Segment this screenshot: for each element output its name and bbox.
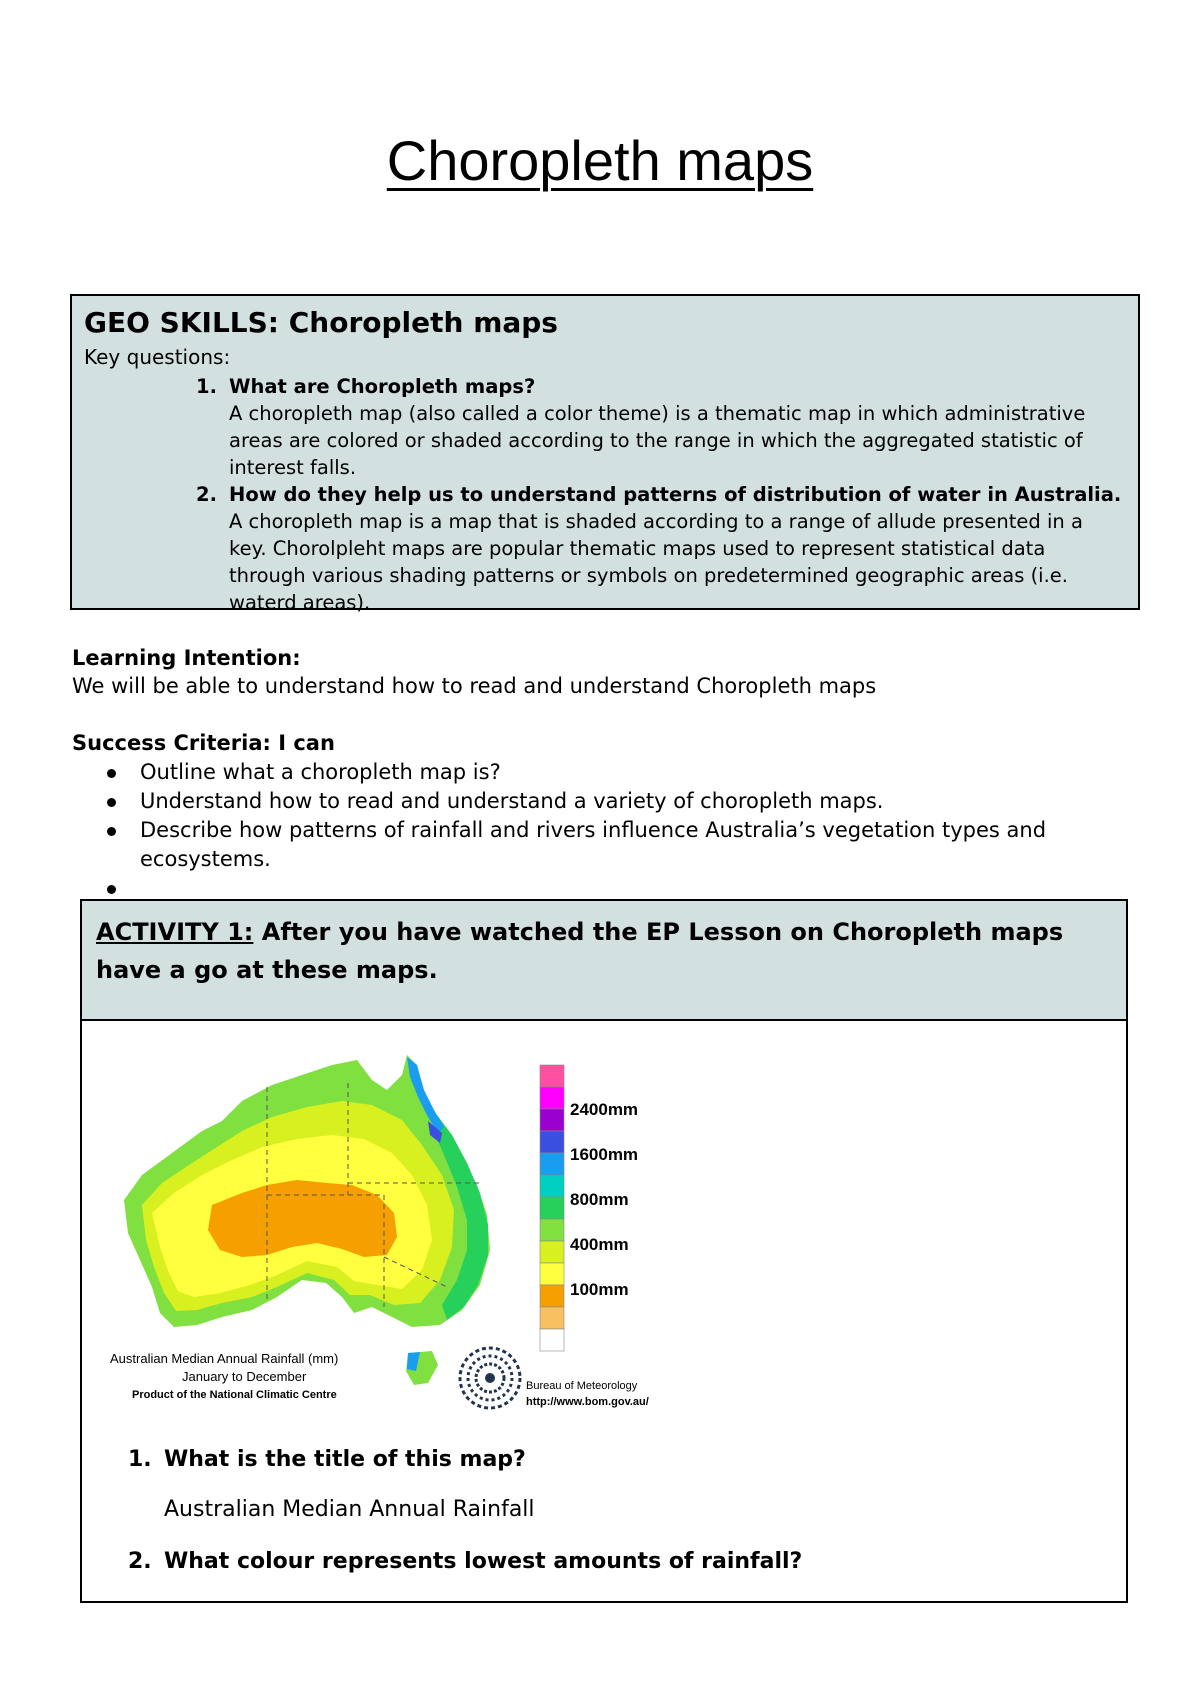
rainfall-legend [540, 1065, 564, 1351]
legend-swatch [540, 1109, 564, 1131]
key-question-item [84, 373, 1126, 481]
question-number: 1. [128, 1447, 152, 1472]
bullet-icon [107, 827, 116, 836]
item-number: 1. [196, 375, 217, 398]
criteria-text: Outline what a choropleth map is? [140, 760, 501, 784]
legend-swatch [540, 1065, 564, 1087]
question-1 [128, 1447, 526, 1472]
legend-swatch [540, 1197, 564, 1219]
geo-skills-box [70, 294, 1140, 614]
success-criteria-label: Success Criteria: I can [72, 731, 335, 755]
legend-swatch [540, 1087, 564, 1109]
list-item [72, 816, 1132, 874]
bom-url: http://www.bom.gov.au/ [526, 1396, 649, 1408]
australia-map [124, 1055, 490, 1385]
legend-label: 2400mm [570, 1100, 639, 1119]
learning-intention-label: Learning Intention: [72, 646, 301, 670]
activity-box [80, 899, 1128, 1603]
legend-swatch [540, 1241, 564, 1263]
answer-1: Australian Median Annual Rainfall [164, 1497, 535, 1522]
criteria-text [140, 876, 147, 900]
bom-name: Bureau of Meteorology [526, 1380, 638, 1392]
activity-label: ACTIVITY 1: [96, 918, 254, 946]
key-questions-label: Key questions: [84, 345, 231, 369]
map-caption-period: January to December [182, 1369, 307, 1384]
key-questions-list [84, 373, 1126, 616]
learning-intention [72, 644, 876, 700]
success-criteria-list [72, 758, 1132, 903]
legend-swatch [540, 1131, 564, 1153]
criteria-text: Describe how patterns of rainfall and rivers influence Australia’s vegetation types and ecosystems. [140, 818, 1047, 871]
legend-label: 1600mm [570, 1145, 639, 1164]
key-answer: A choropleth map (also called a color theme) is a thematic map in which administrative areas are colored or shaded according to the range in which the aggregated statistic of interest falls. [229, 402, 1086, 479]
map-caption-source: Product of the National Climatic Centre [132, 1389, 337, 1401]
legend-swatch [540, 1329, 564, 1351]
legend-swatch [540, 1219, 564, 1241]
item-number: 2. [196, 483, 217, 506]
legend-swatch [540, 1153, 564, 1175]
map-caption-title: Australian Median Annual Rainfall (mm) [110, 1351, 339, 1366]
list-item [72, 787, 1132, 816]
bullet-icon [107, 769, 116, 778]
learning-intention-text: We will be able to understand how to read and understand Choropleth maps [72, 674, 877, 698]
bullet-icon [107, 885, 116, 894]
bullet-icon [107, 798, 116, 807]
bom-logo-icon [460, 1348, 520, 1408]
activity-header [82, 901, 1126, 1021]
question-text: What colour represents lowest amounts of rainfall? [164, 1549, 803, 1574]
legend-label: 400mm [570, 1235, 629, 1254]
geo-skills-heading: GEO SKILLS: Choropleth maps [84, 306, 558, 339]
legend-label: 800mm [570, 1190, 629, 1209]
question-number: 2. [128, 1549, 152, 1574]
page-title: Choropleth maps [386, 129, 814, 192]
rainfall-map-figure [102, 1035, 722, 1415]
list-item [72, 758, 1132, 787]
activity-instructions: After you have watched the EP Lesson on Choropleth maps have a go at these maps. [96, 918, 1064, 984]
criteria-text: Understand how to read and understand a variety of choropleth maps. [140, 789, 884, 813]
legend-swatch [540, 1263, 564, 1285]
legend-swatch [540, 1307, 564, 1329]
key-question-item [84, 481, 1126, 616]
legend-labels [570, 1100, 638, 1299]
key-answer: A choropleth map is a map that is shaded according to a range of allude presented in a key. Chorolpleht maps are popular thematic maps used to represent statistical data through various shading patterns or symbols on predetermined geographic areas (i.e. waterd areas). [229, 510, 1083, 614]
legend-swatch [540, 1175, 564, 1197]
legend-label: 100mm [570, 1280, 629, 1299]
success-criteria [72, 728, 1132, 903]
question-text: What is the title of this map? [164, 1447, 526, 1472]
key-question: What are Choropleth maps? [229, 375, 536, 398]
question-2 [128, 1549, 802, 1574]
key-question: How do they help us to understand patterns of distribution of water in Australia. [229, 483, 1122, 506]
legend-swatch [540, 1285, 564, 1307]
